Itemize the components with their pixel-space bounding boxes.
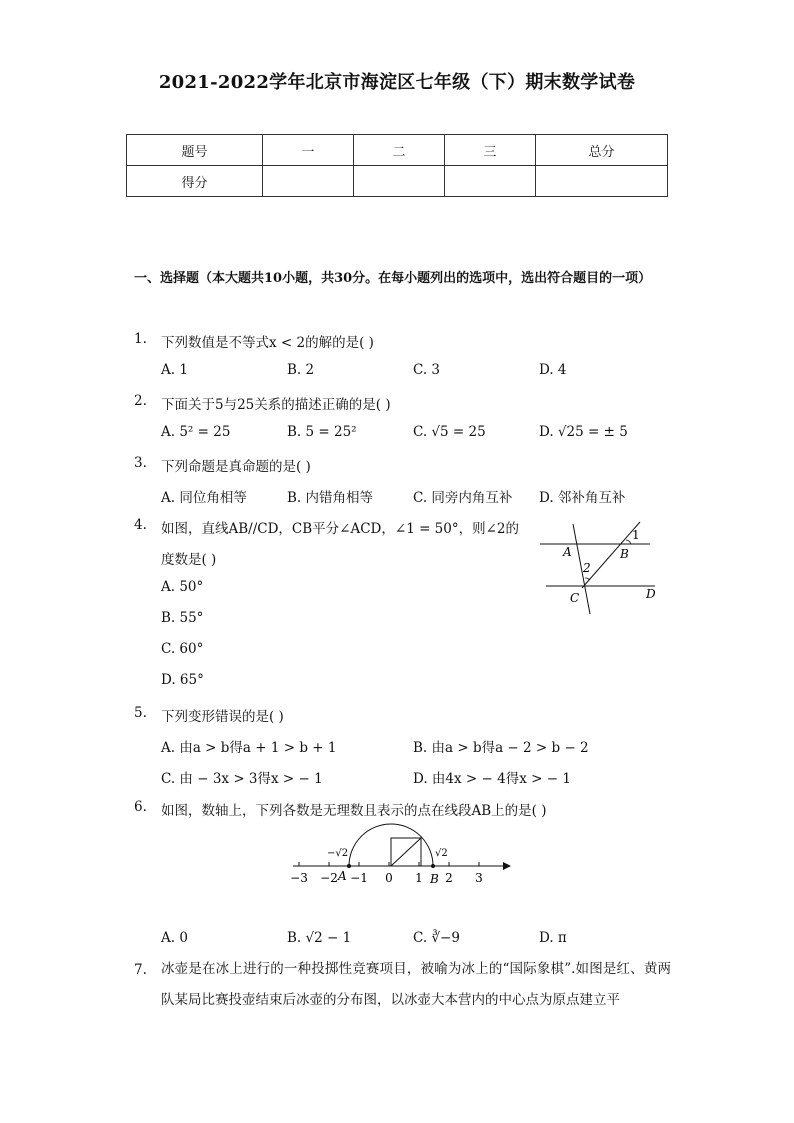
point-label: B: [430, 872, 439, 886]
option[interactable]: A. 50°: [161, 579, 204, 595]
fig4-label: C: [570, 591, 580, 605]
score-input-cell[interactable]: [536, 166, 668, 197]
option[interactable]: C. 由 − 3x > 3得x > − 1: [161, 771, 323, 787]
table-row: [127, 135, 668, 166]
axis-tick-label: −1: [350, 871, 368, 885]
mark-label: −√2: [327, 848, 349, 859]
option[interactable]: C. ∛−9: [413, 930, 460, 946]
option[interactable]: D. 由4x > − 4得x > − 1: [413, 771, 571, 787]
option[interactable]: D. 65°: [161, 672, 204, 688]
option[interactable]: C. 3: [413, 362, 441, 378]
option[interactable]: A. 0: [161, 930, 188, 946]
table-cell: 三: [445, 135, 536, 166]
option[interactable]: B. √2 − 1: [287, 930, 352, 946]
question-number: 6.: [134, 799, 147, 815]
option[interactable]: A. 5² = 25: [161, 424, 231, 440]
score-input-cell[interactable]: [354, 166, 445, 197]
question-text: 下面关于5与25关系的描述正确的是( ): [161, 397, 391, 413]
question-text: 下列命题是真命题的是( ): [161, 459, 311, 475]
option[interactable]: A. 由a > b得a + 1 > b + 1: [161, 740, 337, 756]
axis-tick-label: 1: [415, 871, 423, 885]
section-heading: 一、选择题（本大题共10小题，共30分。在每小题列出的选项中，选出符合题目的一项）: [134, 271, 652, 286]
fig4-label: 1: [632, 528, 640, 542]
table-cell: 得分: [127, 166, 263, 197]
axis-tick-label: 3: [475, 871, 483, 885]
table-row: [127, 166, 668, 197]
score-input-cell[interactable]: [445, 166, 536, 197]
number-line-figure: [285, 818, 515, 893]
table-cell: 一: [263, 135, 354, 166]
point-b: [431, 864, 435, 868]
fig4-label: 2: [583, 561, 591, 575]
question-text: 如图，数轴上，下列各数是无理数且表示的点在线段AB上的是( ): [161, 803, 547, 819]
table-cell: 二: [354, 135, 445, 166]
question-text: 如图，直线AB//CD，CB平分∠ACD，∠1 = 50°，则∠2的: [161, 521, 520, 537]
option[interactable]: D. π: [539, 930, 567, 946]
axis-tick-label: 0: [385, 871, 393, 885]
question-text: 下列变形错误的是( ): [161, 709, 284, 725]
table-cell: 总分: [536, 135, 668, 166]
point-label: A: [338, 869, 347, 883]
question-number: 2.: [134, 393, 147, 409]
option[interactable]: C. 60°: [161, 641, 204, 657]
question-number: 3.: [134, 455, 147, 471]
parallel-lines-figure: [530, 520, 670, 620]
option[interactable]: D. 4: [539, 362, 567, 378]
option[interactable]: C. √5 = 25: [413, 424, 486, 440]
option[interactable]: B. 2: [287, 362, 315, 378]
point-a: [347, 864, 351, 868]
question-text: 度数是( ): [161, 552, 217, 568]
axis-tick-label: 2: [445, 871, 453, 885]
question-text: 冰壶是在冰上进行的一种投掷性竞赛项目，被喻为冰上的“国际象棋”.如图是红、黄两队某局比赛投壶结束后冰壶的分布图，以冰壶大本营内的中心点为原点建立平: [161, 961, 671, 1008]
square-diagonal: [391, 838, 421, 866]
option[interactable]: C. 同旁内角互补: [413, 490, 513, 506]
option[interactable]: A. 同位角相等: [161, 490, 247, 506]
axis-tick-label: −3: [290, 871, 308, 885]
mark-label: √2: [435, 848, 448, 859]
question-number: 4.: [134, 517, 147, 533]
question-text: 下列数值是不等式x < 2的解的是( ): [161, 335, 374, 351]
option[interactable]: B. 内错角相等: [287, 490, 374, 506]
fig4-label: A: [563, 545, 572, 559]
question-number: 5.: [134, 705, 147, 721]
option[interactable]: B. 5 = 25²: [287, 424, 357, 440]
option[interactable]: D. √25 = ± 5: [539, 424, 628, 440]
score-input-cell[interactable]: [263, 166, 354, 197]
table-cell: 题号: [127, 135, 263, 166]
option[interactable]: D. 邻补角互补: [539, 490, 626, 506]
question-number: 7.: [134, 962, 147, 978]
axis-tick-label: −2: [320, 871, 338, 885]
fig4-label: B: [620, 547, 629, 561]
question-number: 1.: [134, 331, 147, 347]
option[interactable]: A. 1: [161, 362, 188, 378]
score-table: [126, 134, 668, 197]
fig4-label: D: [646, 587, 656, 601]
option[interactable]: B. 由a > b得a − 2 > b − 2: [413, 740, 589, 756]
angle1-arc: [626, 540, 631, 544]
axis-arrow-icon: [503, 862, 511, 870]
option[interactable]: B. 55°: [161, 610, 204, 626]
angle2-arc: [585, 578, 590, 580]
page-title: 2021-2022学年北京市海淀区七年级（下）期末数学试卷: [158, 72, 636, 93]
